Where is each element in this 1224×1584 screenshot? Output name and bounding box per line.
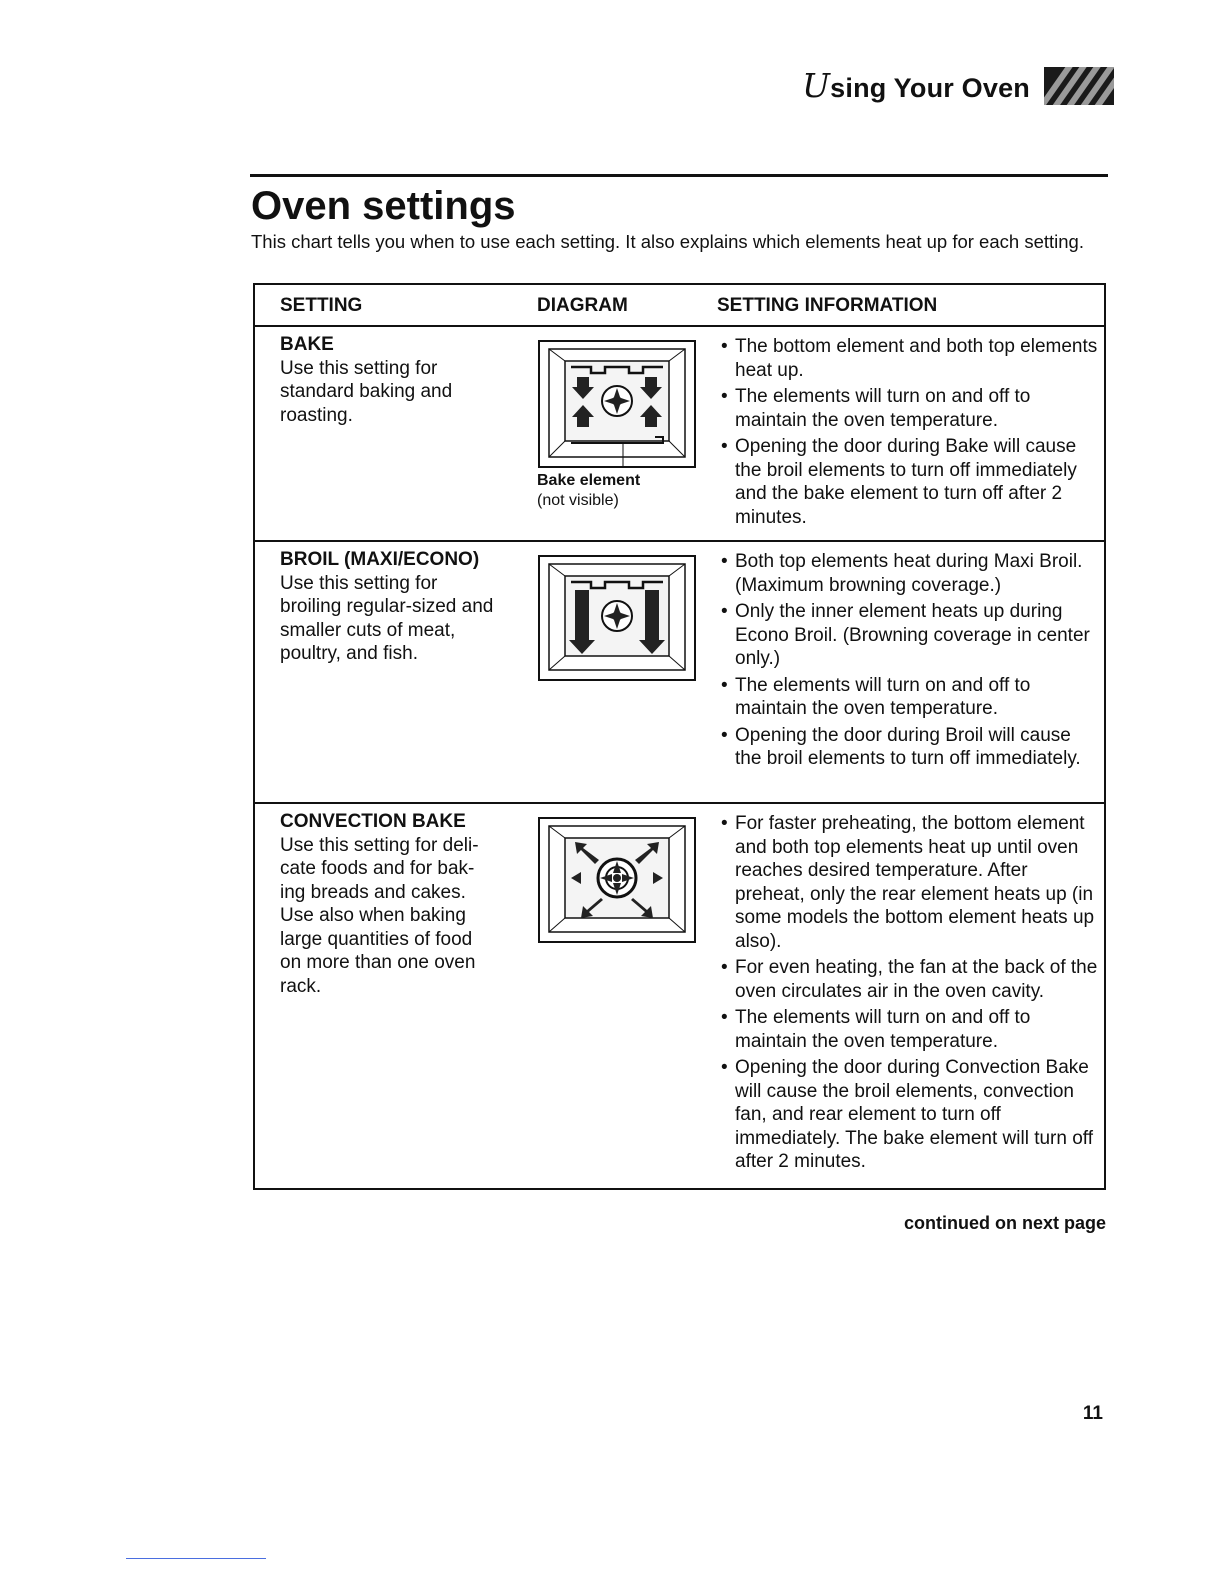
list-item: • For faster preheating, the bottom element and both top elements heat up until oven reaches desired temperature. After preheat, only the rear element heats up (in some models the bottom element heats up also).: [717, 812, 1098, 953]
oven-settings-table: [253, 283, 1106, 1190]
header-setting: SETTING: [254, 284, 537, 326]
setting-description: Use this setting for standard baking and roasting.: [280, 357, 453, 426]
section-title: [802, 66, 1030, 105]
list-item: • The elements will turn on and off to maintain the oven temperature.: [717, 674, 1098, 721]
bake-oven-diagram-icon: [537, 339, 697, 469]
info-cell: [717, 803, 1105, 1189]
intro-text: This chart tells you when to use each setting. It also explains which elements heat up for each setting.: [251, 231, 1084, 252]
list-item: • The elements will turn on and off to maintain the oven temperature.: [717, 385, 1098, 432]
table-row-bake: [254, 326, 1105, 541]
section-header: [802, 66, 1114, 105]
continued-note: continued on next page: [903, 1213, 1106, 1233]
table-header-row: [254, 284, 1105, 326]
broil-oven-diagram-icon: [537, 554, 697, 682]
setting-cell: [254, 541, 537, 803]
footer-line: [126, 1558, 266, 1559]
list-item: • For even heating, the fan at the back of the oven circulates air in the oven cavity.: [717, 956, 1098, 1003]
list-item: • Opening the door during Bake will cause the broil elements to turn off immediately and the bake element to turn off after 2 minutes.: [717, 435, 1098, 529]
convection-info-list: [717, 812, 1098, 1174]
list-item: • Opening the door during Broil will cause the broil elements to turn off immediately.: [717, 724, 1098, 771]
table-row-convection-bake: [254, 803, 1105, 1189]
setting-name: BROIL (MAXI/ECONO): [280, 549, 480, 570]
list-item: • The bottom element and both top elements heat up.: [717, 335, 1098, 382]
bake-element-note: (not visible): [537, 492, 619, 509]
setting-description: Use this setting for broiling regular-sized and smaller cuts of meat, poultry, and fish.: [280, 572, 494, 664]
setting-cell: [254, 803, 537, 1189]
page-number: 11: [1082, 1403, 1103, 1424]
info-cell: [717, 541, 1105, 803]
broil-info-list: [717, 550, 1098, 771]
page-title: Oven settings: [251, 184, 516, 228]
bake-info-list: [717, 335, 1098, 529]
bake-element-label: Bake element: [537, 472, 641, 489]
table-row-broil: [254, 541, 1105, 803]
setting-cell: [254, 326, 537, 541]
list-item: • The elements will turn on and off to maintain the oven temperature.: [717, 1006, 1098, 1053]
diagram-cell: [537, 541, 717, 803]
header-setting-information: SETTING INFORMATION: [717, 284, 1105, 326]
setting-description: Use this setting for deli-cate foods and for bak-ing breads and cakes. Use also when baking large quantities of food on more than one oven rack.: [280, 834, 479, 997]
setting-name: CONVECTION BAKE: [280, 811, 466, 832]
oven-logo-icon: [1044, 67, 1114, 105]
convection-oven-diagram-icon: [537, 816, 697, 944]
list-item: • Only the inner element heats up during Econo Broil. (Browning coverage in center only.): [717, 600, 1098, 671]
section-title-initial: U: [802, 66, 831, 105]
info-cell: [717, 326, 1105, 541]
diagram-cell: [537, 326, 717, 541]
bake-element-caption: [537, 471, 717, 511]
header-diagram: DIAGRAM: [537, 284, 717, 326]
diagram-cell: [537, 803, 717, 1189]
section-title-rest: sing Your Oven: [830, 73, 1030, 103]
list-item: • Opening the door during Convection Bake will cause the broil elements, convection fan, and rear element to turn off immediately. The bake element will turn off after 2 minutes.: [717, 1056, 1098, 1174]
list-item: • Both top elements heat during Maxi Broil. (Maximum browning coverage.): [717, 550, 1098, 597]
title-rule: [250, 174, 1108, 177]
setting-name: BAKE: [280, 334, 334, 355]
